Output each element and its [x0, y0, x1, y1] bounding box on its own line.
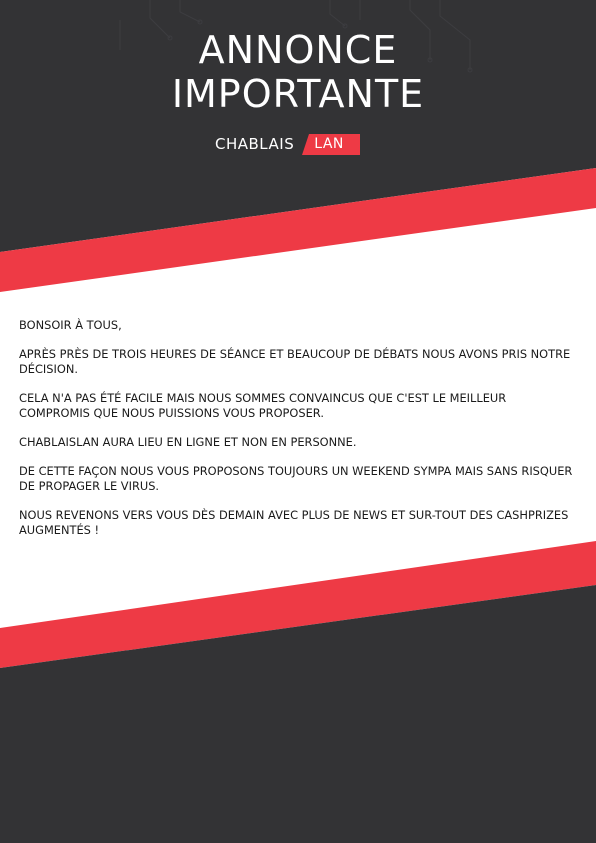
logo-tag	[302, 134, 360, 155]
greeting: BONSOIR À TOUS,	[19, 318, 122, 332]
title-line-2: IMPORTANTE	[171, 72, 425, 116]
header	[0, 28, 596, 116]
title-line-1: ANNONCE	[198, 28, 398, 72]
paragraph-decision: APRÈS PRÈS DE TROIS HEURES DE SÉANCE ET BEAUCOUP DE DÉBATS NOUS AVONS PRIS NOTRE DÉCISION.	[19, 347, 571, 376]
logo-word: CHABLAIS	[215, 135, 295, 153]
paragraph-news: NOUS REVENONS VERS VOUS DÈS DEMAIN AVEC PLUS DE NEWS ET SUR-TOUT DES CASHPRIZES AUGMENTÉS !	[19, 508, 569, 537]
paragraph-online: CHABLAISLAN AURA LIEU EN LIGNE ET NON EN PERSONNE.	[19, 435, 357, 449]
paragraph-weekend: DE CETTE FAÇON NOUS VOUS PROPOSONS TOUJOURS UN WEEKEND SYMPA MAIS SANS RISQUER DE PROPAGER LE VIRUS.	[19, 464, 573, 493]
paragraph-compromise: CELA N'A PAS ÉTÉ FACILE MAIS NOUS SOMMES CONVAINCUS QUE C'EST LE MEILLEUR COMPROMIS QUE NOUS PUISSIONS VOUS PROPOSER.	[19, 391, 507, 420]
announcement-body	[19, 318, 579, 552]
chablais-lan-logo	[215, 133, 360, 155]
logo-tag-label: LAN	[314, 135, 344, 152]
